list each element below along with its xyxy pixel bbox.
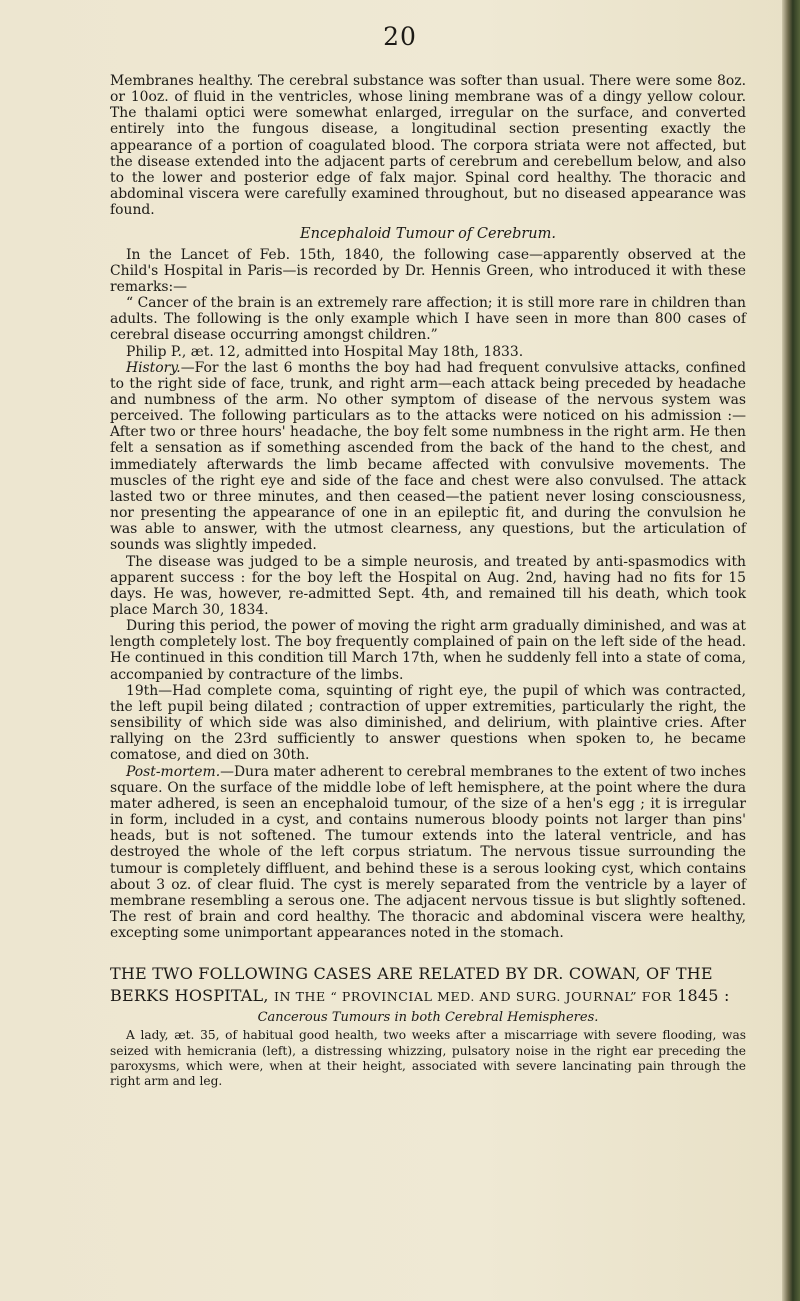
history-label: History. bbox=[126, 359, 181, 376]
section-title-encephaloid: Encephaloid Tumour of Cerebrum. bbox=[300, 226, 556, 243]
section-heading-cowan bbox=[110, 963, 746, 1008]
paragraph-lady: A lady, æt. 35, of habitual good health, two weeks after a miscarriage with severe flooding, was seized with hemicrania (left), a distressing whizzing, pulsatory noise in the right ear preceding the paroxysms, which were, when at their height, associated with severe lancinating pain through the right arm and leg. bbox=[110, 1028, 746, 1089]
paragraph-19th: 19th—Had complete coma, squinting of right eye, the pupil of which was contracted, the left pupil being dilated ; contraction of upper extremities, particularly the right, the sensibility of which side was also diminished, and delirium, with plaintive cries. After rallying on the 23rd sufficiently to answer questions when spoken to, he became comatose, and died on 30th. bbox=[110, 682, 746, 764]
paragraph-postmortem bbox=[110, 764, 746, 942]
heading-journal: IN THE “ PROVINCIAL MED. AND SURG. JOURNAL” FOR bbox=[273, 989, 672, 1005]
paragraph-history bbox=[110, 360, 746, 554]
heading-year: 1845 : bbox=[677, 986, 730, 1006]
postmortem-text: —Dura mater adherent to cerebral membranes to the extent of two inches square. On the surface of the middle lobe of left hemisphere, at the point where the dura mater adhered, is seen an encephaloid tumour, of the size of a hen's egg ; it is irregular in form, included in a cyst, and contains numerous bloody points not larger than pins' heads, but is not softened. The tumour extends into the lateral ventricle, and has destroyed the whole of the left corpus striatum. The nervous tissue surrounding the tumour is completely diffluent, and behind these is a serous looking cyst, which contains about 3 oz. of clear fluid. The cyst is merely separated from the ventricle by a layer of membrane resembling a serous one. The adjacent nervous tissue is but slightly softened. The rest of brain and cord healthy. The thoracic and abdominal viscera were healthy, excepting some unimportant appearances noted in the stomach. bbox=[110, 763, 746, 942]
paragraph-period: During this period, the power of moving the right arm gradually diminished, and was at length completely lost. The boy frequently complained of pain on the left side of the head. He continued in this condition till March 17th, when he suddenly fell into a state of coma, accompanied by contracture of the limbs. bbox=[110, 618, 746, 683]
heading-main: THE TWO FOLLOWING CASES ARE RELATED BY DR. COWAN, OF THE BERKS HOSPITAL, bbox=[110, 964, 713, 1006]
postmortem-label: Post-mortem. bbox=[126, 763, 221, 780]
paragraph-neurosis: The disease was judged to be a simple neurosis, and treated by anti-spasmodics with apparent success : for the boy left the Hospital on Aug. 2nd, having had no fits for 15 days. He was, however, re-admitted Sept. 4th, and remained till his death, which took place March 30, 1834. bbox=[110, 553, 746, 618]
section-title-cancerous: Cancerous Tumours in both Cerebral Hemispheres. bbox=[257, 1010, 599, 1026]
paragraph-admission: Philip P., æt. 12, admitted into Hospital May 18th, 1833. bbox=[126, 343, 524, 360]
paragraph-lancet: In the Lancet of Feb. 15th, 1840, the following case—apparently observed at the Child's Hospital in Paris—is recorded by Dr. Hennis Green, who introduced it with these remarks:— bbox=[110, 246, 746, 295]
page-number: 20 bbox=[383, 22, 417, 51]
body-text bbox=[110, 73, 746, 1089]
history-text: —For the last 6 months the boy had had frequent convulsive attacks, confined to the right side of face, trunk, and right arm—each attack being preceded by headache and numbness of the arm. No other symptom of disease of the nervous system was perceived. The following particulars as to the attacks were noticed on his admission :—After two or three hours' headache, the boy felt some numbness in the right arm. He then felt a sensation as if something ascended from the back of the hand to the chest, and immediately afterwards the limb became affected with convulsive movements. The muscles of the right eye and side of the face and chest were also convulsed. The attack lasted two or three minutes, and then ceased—the patient never losing consciousness, nor presenting the appearance of one in an epileptic fit, and during the convulsion he was able to answer, with the utmost clearness, any questions, but the articulation of sounds was slightly impeded. bbox=[110, 359, 746, 554]
paragraph-quote: “ Cancer of the brain is an extremely rare affection; it is still more rare in children than adults. The following is the only example which I have seen in more than 800 cases of cerebral disease occurring amongst children.” bbox=[110, 295, 746, 344]
paragraph-membranes: Membranes healthy. The cerebral substance was softer than usual. There were some 8oz. or 10oz. of fluid in the ventricles, whose lining membrane was of a dingy yellow colour. The thalami optici were somewhat enlarged, irregular on the surface, and converted entirely into the fungous disease, a longitudinal section presenting exactly the appearance of a portion of coagulated blood. The corpora striata were not affected, but the disease extended into the adjacent parts of cerebrum and cerebellum below, and also to the lower and posterior edge of falx major. Spinal cord healthy. The thoracic and abdominal viscera were carefully examined throughout, but no diseased appearance was found. bbox=[110, 73, 746, 219]
book-binding-edge bbox=[782, 0, 800, 1301]
